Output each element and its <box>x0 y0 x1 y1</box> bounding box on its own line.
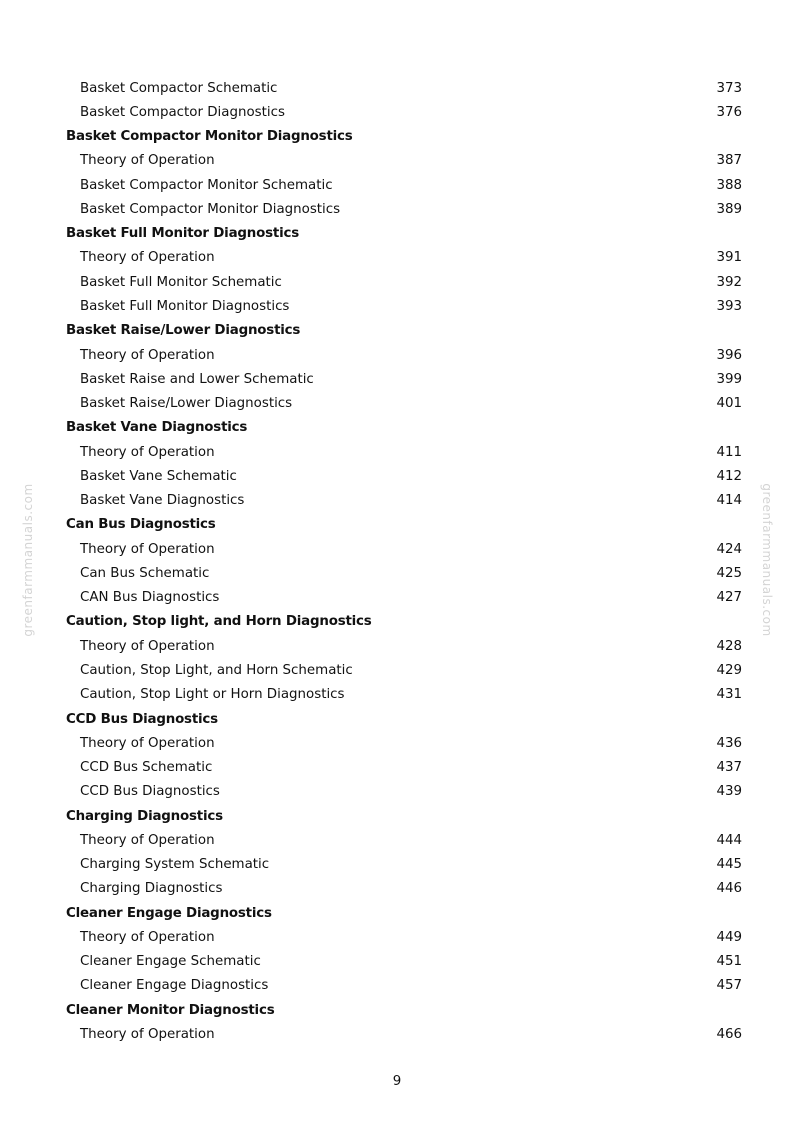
entry-title: Theory of Operation <box>80 153 215 169</box>
entry-page-number: 401 <box>716 396 742 412</box>
toc-entry[interactable] <box>66 780 742 804</box>
entry-title: Theory of Operation <box>80 250 215 266</box>
entry-title: Theory of Operation <box>80 347 215 363</box>
entry-title: Cleaner Engage Diagnostics <box>80 978 269 994</box>
entry-page-number: 411 <box>716 444 742 460</box>
toc-entry[interactable] <box>66 197 742 221</box>
entry-title: Basket Raise and Lower Schematic <box>80 371 314 387</box>
toc-entry[interactable] <box>66 853 742 877</box>
entry-page-number: 444 <box>716 832 742 848</box>
entry-page-number: 439 <box>716 784 742 800</box>
toc-entry[interactable] <box>66 537 742 561</box>
entry-title: Theory of Operation <box>80 638 215 654</box>
toc-entry[interactable] <box>66 877 742 901</box>
toc-entry[interactable] <box>66 731 742 755</box>
toc-section-heading[interactable] <box>66 125 742 149</box>
entry-page-number: 392 <box>716 274 742 290</box>
toc-entry[interactable] <box>66 586 742 610</box>
entry-page-number: 436 <box>716 735 742 751</box>
entry-page-number: 376 <box>716 104 742 120</box>
section-title: Charging Diagnostics <box>66 808 223 824</box>
entry-page-number: 428 <box>716 638 742 654</box>
entry-page-number: 387 <box>716 153 742 169</box>
entry-title: Basket Compactor Diagnostics <box>80 104 285 120</box>
section-title: Basket Raise/Lower Diagnostics <box>66 323 301 339</box>
entry-page-number: 391 <box>716 250 742 266</box>
toc-entry[interactable] <box>66 974 742 998</box>
toc-entry[interactable] <box>66 270 742 294</box>
entry-title: Theory of Operation <box>80 735 215 751</box>
toc-entry[interactable] <box>66 925 742 949</box>
table-of-contents <box>66 76 742 1047</box>
entry-title: Basket Compactor Monitor Diagnostics <box>80 201 341 217</box>
toc-entry[interactable] <box>66 683 742 707</box>
toc-section-heading[interactable] <box>66 707 742 731</box>
section-title: Cleaner Engage Diagnostics <box>66 905 272 921</box>
section-title: Basket Vane Diagnostics <box>66 420 248 436</box>
toc-entry[interactable] <box>66 561 742 585</box>
toc-section-heading[interactable] <box>66 901 742 925</box>
toc-entry[interactable] <box>66 440 742 464</box>
entry-title: CCD Bus Schematic <box>80 760 213 776</box>
toc-entry[interactable] <box>66 755 742 779</box>
toc-entry[interactable] <box>66 489 742 513</box>
toc-section-heading[interactable] <box>66 804 742 828</box>
entry-page-number: 429 <box>716 663 742 678</box>
toc-section-heading[interactable] <box>66 610 742 634</box>
entry-page-number: 399 <box>716 371 742 387</box>
entry-title: CCD Bus Diagnostics <box>80 784 220 800</box>
entry-title: Can Bus Schematic <box>80 565 210 581</box>
toc-entry[interactable] <box>66 634 742 658</box>
entry-page-number: 431 <box>716 687 742 703</box>
section-title: Caution, Stop light, and Horn Diagnostics <box>66 614 372 630</box>
entry-title: CAN Bus Diagnostics <box>80 590 220 606</box>
toc-entry[interactable] <box>66 391 742 415</box>
toc-entry[interactable] <box>66 950 742 974</box>
entry-title: Basket Compactor Schematic <box>80 80 278 96</box>
toc-section-heading[interactable] <box>66 998 742 1022</box>
entry-page-number: 425 <box>716 565 742 581</box>
entry-title: Theory of Operation <box>80 444 215 460</box>
toc-entry[interactable] <box>66 294 742 318</box>
toc-section-heading[interactable] <box>66 222 742 246</box>
watermark-right: greenfarmmanuals.com <box>760 483 774 637</box>
section-title: CCD Bus Diagnostics <box>66 711 218 727</box>
toc-section-heading[interactable] <box>66 319 742 343</box>
toc-entry[interactable] <box>66 367 742 391</box>
entry-page-number: 445 <box>716 857 742 873</box>
entry-page-number: 427 <box>716 590 742 606</box>
section-title: Basket Compactor Monitor Diagnostics <box>66 129 353 145</box>
entry-page-number: 414 <box>716 493 742 509</box>
entry-title: Charging System Schematic <box>80 857 270 873</box>
entry-page-number: 424 <box>716 541 742 557</box>
toc-entry[interactable] <box>66 76 742 100</box>
entry-page-number: 373 <box>716 80 742 96</box>
toc-entry[interactable] <box>66 246 742 270</box>
entry-page-number: 449 <box>716 929 742 945</box>
entry-title: Basket Full Monitor Schematic <box>80 274 282 290</box>
entry-title: Caution, Stop Light or Horn Diagnostics <box>80 687 345 703</box>
toc-entry[interactable] <box>66 1022 742 1046</box>
entry-title: Theory of Operation <box>80 832 215 848</box>
toc-entry[interactable] <box>66 343 742 367</box>
watermark-left: greenfarmmanuals.com <box>21 483 35 637</box>
entry-page-number: 437 <box>716 760 742 776</box>
entry-title: Theory of Operation <box>80 929 215 945</box>
entry-title: Cleaner Engage Schematic <box>80 954 261 970</box>
section-title: Cleaner Monitor Diagnostics <box>66 1002 275 1018</box>
toc-section-heading[interactable] <box>66 416 742 440</box>
entry-title: Basket Raise/Lower Diagnostics <box>80 396 293 412</box>
entry-page-number: 446 <box>716 881 742 897</box>
toc-section-heading[interactable] <box>66 513 742 537</box>
section-title: Can Bus Diagnostics <box>66 517 216 533</box>
toc-entry[interactable] <box>66 173 742 197</box>
entry-title: Basket Vane Schematic <box>80 468 237 484</box>
section-title: Basket Full Monitor Diagnostics <box>66 226 299 242</box>
entry-title: Caution, Stop Light, and Horn Schematic <box>80 663 353 678</box>
toc-entry[interactable] <box>66 149 742 173</box>
toc-entry[interactable] <box>66 464 742 488</box>
entry-page-number: 389 <box>716 201 742 217</box>
toc-entry[interactable] <box>66 658 742 682</box>
entry-page-number: 451 <box>716 954 742 970</box>
page-number: 9 <box>392 1074 402 1089</box>
entry-page-number: 457 <box>716 978 742 994</box>
entry-title: Basket Compactor Monitor Schematic <box>80 177 333 193</box>
entry-title: Charging Diagnostics <box>80 881 223 897</box>
toc-entry[interactable] <box>66 100 742 124</box>
entry-title: Theory of Operation <box>80 541 215 557</box>
entry-page-number: 466 <box>716 1026 742 1042</box>
entry-page-number: 412 <box>716 468 742 484</box>
entry-page-number: 393 <box>716 299 742 315</box>
entry-page-number: 396 <box>716 347 742 363</box>
entry-title: Basket Full Monitor Diagnostics <box>80 299 290 315</box>
entry-title: Basket Vane Diagnostics <box>80 493 245 509</box>
toc-entry[interactable] <box>66 828 742 852</box>
entry-page-number: 388 <box>716 177 742 193</box>
entry-title: Theory of Operation <box>80 1026 215 1042</box>
